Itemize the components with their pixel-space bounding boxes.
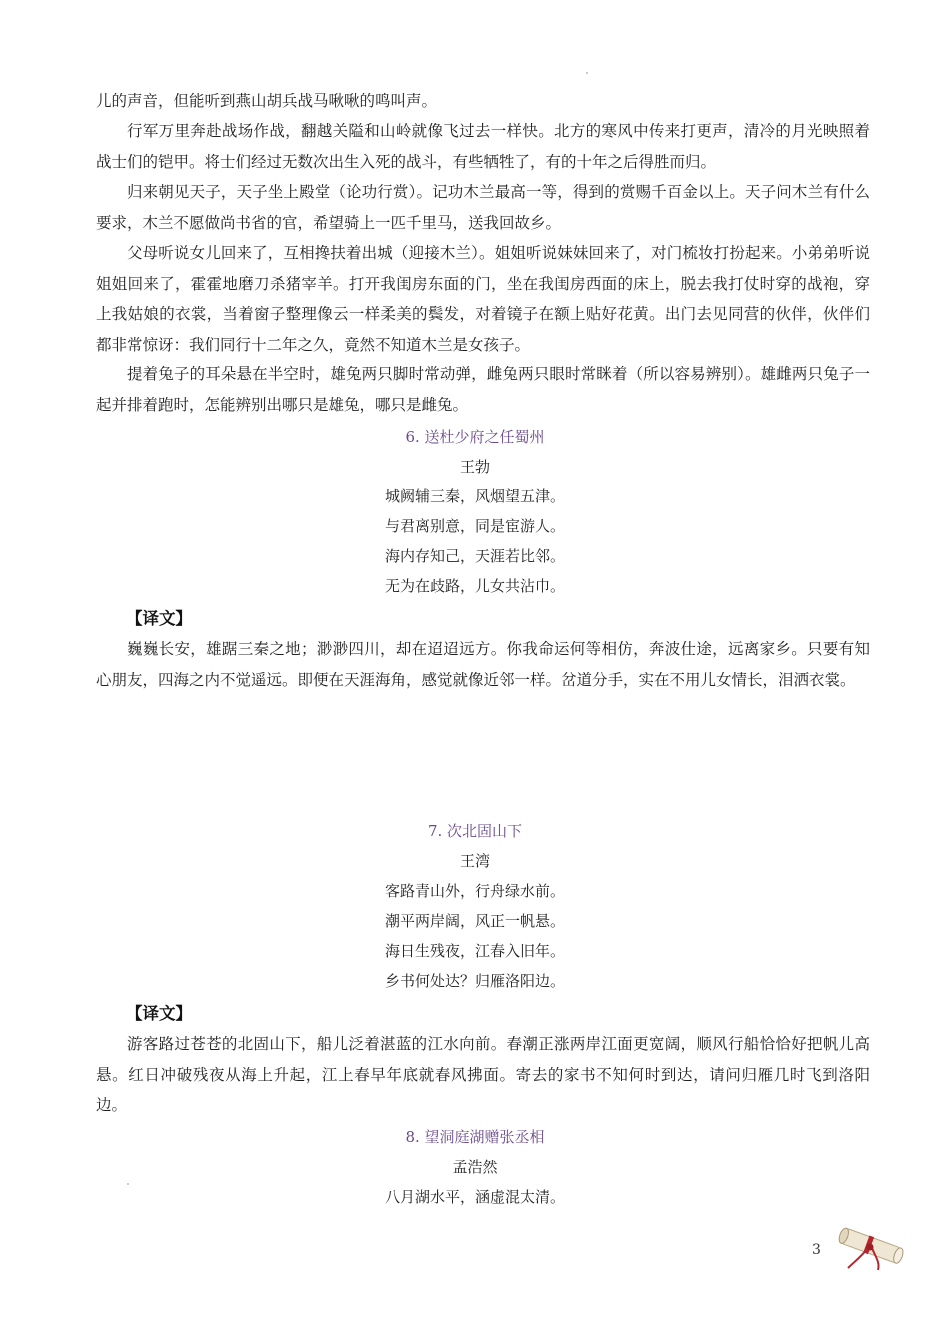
poem-line: 无为在歧路，儿女共沾巾。 [384, 577, 565, 595]
scan-speck [127, 1183, 129, 1185]
poem-line: 潮平两岸阔，风正一帆悬。 [384, 912, 565, 930]
poem-line: 海内存知己，天涯若比邻。 [384, 547, 565, 565]
scroll-icon [832, 1218, 912, 1274]
scan-speck [586, 72, 588, 74]
translation-heading: 【译文】 [126, 609, 192, 628]
poem-author: 孟浩然 [452, 1158, 498, 1176]
body-paragraph-4: 父母听说女儿回来了，互相搀扶着出城（迎接木兰）。姐姐听说妹妹回来了，对门梳妆打扮起来。小弟弟听说姐姐回来了，霍霍地磨刀杀猪宰羊。打开我闺房东面的门，坐在我闺房西面的床上，脱去我打仗时穿的战袍，穿上我姑娘的衣裳，当着窗子整理像云一样柔美的鬓发，对着镜子在额上贴好花黄。出门去见同营的伙伴，伙伴们都非常惊讶：我们同行十二年之久，竟然不知道木兰是女孩子。 [96, 244, 870, 354]
poem-line: 海日生残夜，江春入旧年。 [384, 942, 565, 960]
poem-line: 城阙辅三秦，风烟望五津。 [384, 487, 565, 505]
translation-paragraph: 游客路过苍苍的北固山下，船儿泛着湛蓝的江水向前。春潮正涨两岸江面更宽阔，顺风行船恰恰好把帆儿高悬。红日冲破残夜从海上升起，江上春早年底就春风拂面。寄去的家书不知何时到达，请问归雁几时飞到洛阳边。 [96, 1035, 870, 1114]
poem-title: 8. 望洞庭湖赠张丞相 [405, 1128, 545, 1146]
body-paragraph-2: 行军万里奔赴战场作战，翻越关隘和山岭就像飞过去一样快。北方的寒风中传来打更声，清冷的月光映照着战士们的铠甲。将士们经过无数次出生入死的战斗，有些牺牲了，有的十年之后得胜而归。 [96, 122, 870, 171]
translation-paragraph: 巍巍长安，雄踞三秦之地；渺渺四川，却在迢迢远方。你我命运何等相仿，奔波仕途，远离家乡。只要有知心朋友，四海之内不觉遥远。即便在天涯海角，感觉就像近邻一样。岔道分手，实在不用儿女情长，泪洒衣裳。 [96, 640, 870, 689]
poem-title: 6. 送杜少府之任蜀州 [405, 428, 545, 446]
translation-heading: 【译文】 [126, 1004, 192, 1023]
poem-title: 7. 次北固山下 [427, 822, 523, 840]
page-number: 3 [812, 1242, 821, 1258]
poem-line: 客路青山外，行舟绿水前。 [384, 882, 565, 900]
body-paragraph-5: 提着兔子的耳朵悬在半空时，雄兔两只脚时常动弹，雌兔两只眼时常眯着（所以容易辨别）。雄雌两只兔子一起并排着跑时，怎能辨别出哪只是雄兔，哪只是雌兔。 [96, 365, 870, 414]
poem-line: 八月湖水平，涵虚混太清。 [384, 1188, 565, 1206]
body-paragraph-1: 儿的声音，但能听到燕山胡兵战马啾啾的鸣叫声。 [96, 92, 438, 110]
body-paragraph-3: 归来朝见天子，天子坐上殿堂（论功行赏）。记功木兰最高一等，得到的赏赐千百金以上。天子问木兰有什么要求，木兰不愿做尚书省的官，希望骑上一匹千里马，送我回故乡。 [96, 183, 870, 232]
poem-author: 王湾 [459, 852, 490, 870]
poem-line: 乡书何处达？归雁洛阳边。 [384, 972, 565, 990]
poem-line: 与君离别意，同是宦游人。 [384, 517, 565, 535]
poem-author: 王勃 [459, 458, 490, 476]
